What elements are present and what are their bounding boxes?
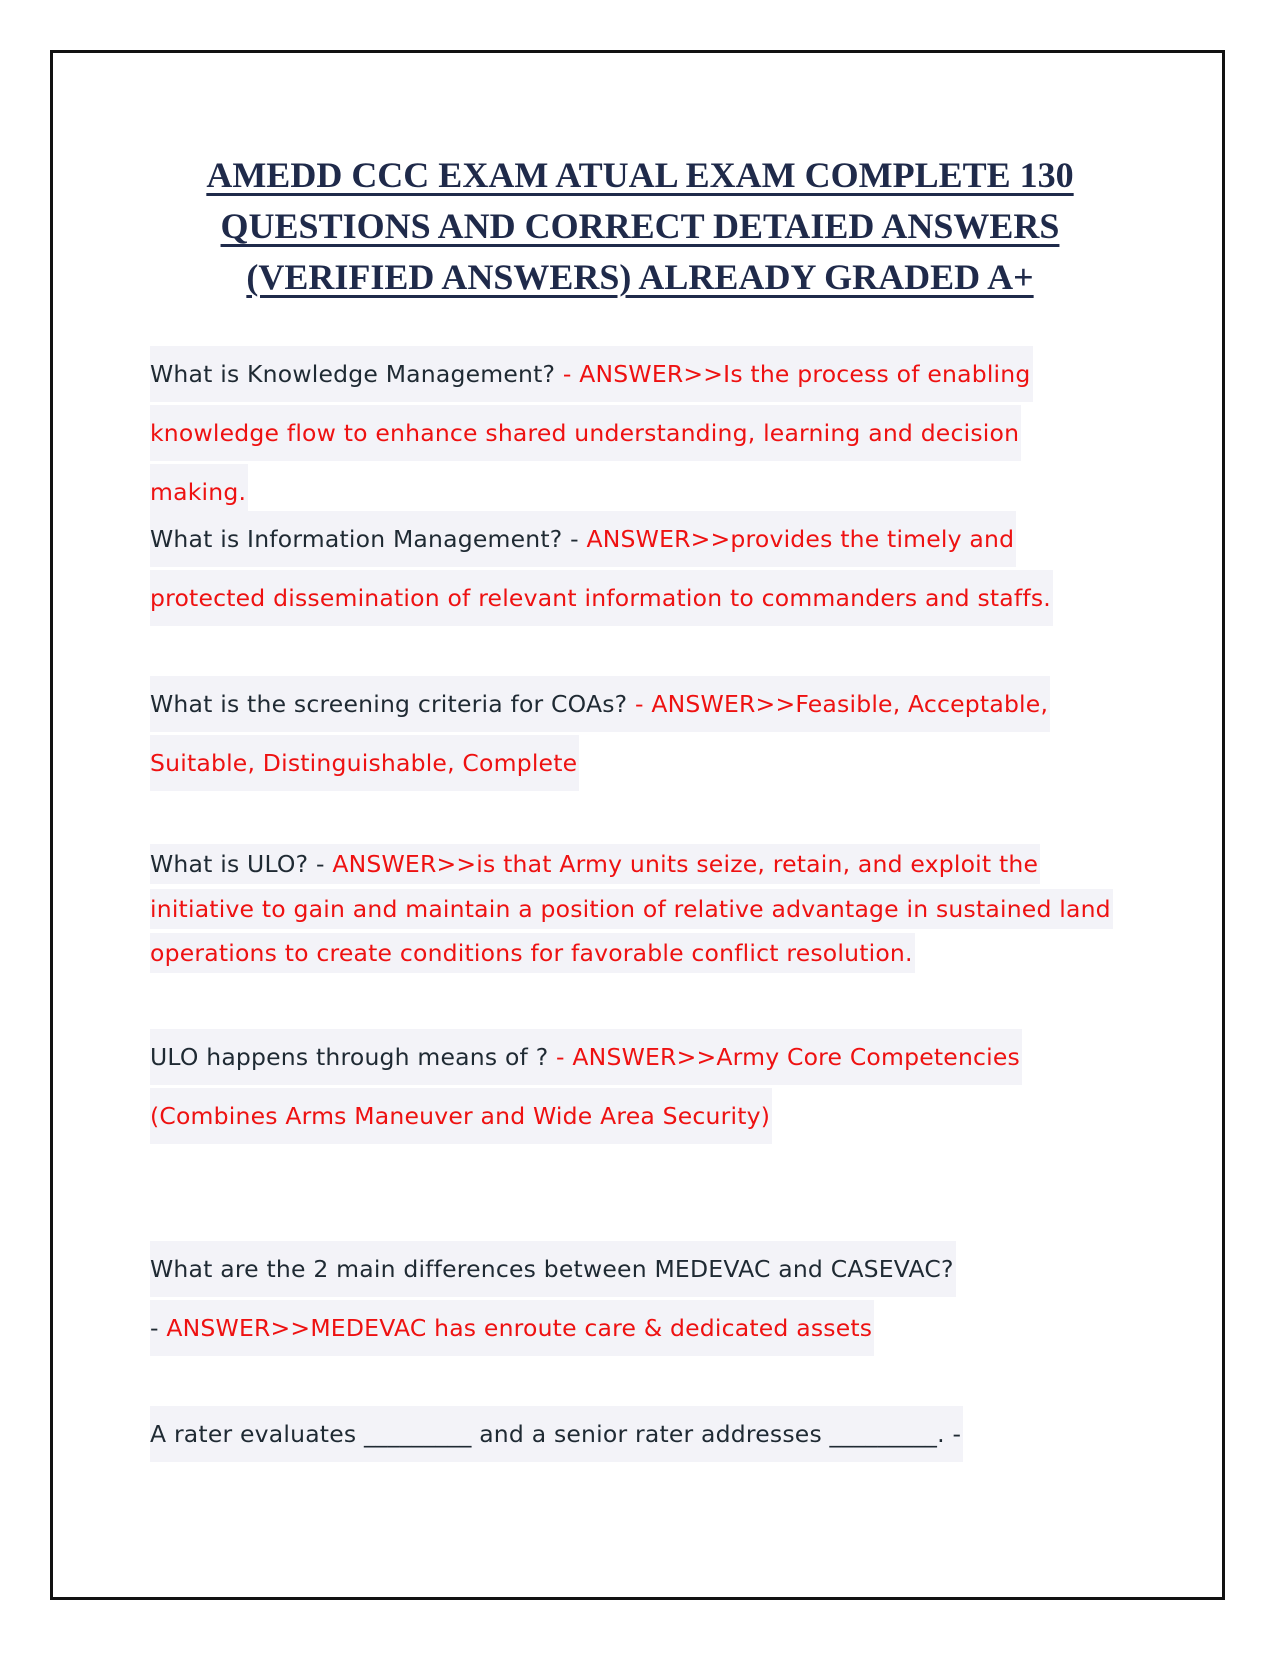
qa-item-rater xyxy=(150,1405,1135,1464)
question-text: ULO happens through means of ? xyxy=(150,1043,549,1071)
question-text: What is ULO? xyxy=(150,850,309,878)
qa-item-screening-criteria xyxy=(150,675,1130,793)
answer-separator: - xyxy=(944,1420,962,1448)
title-line-1: AMEDD CCC EXAM ATUAL EXAM COMPLETE 130 xyxy=(206,155,1074,195)
qa-item-ulo xyxy=(150,842,1135,976)
question-text: What are the 2 main differences between MEDEVAC and CASEVAC? xyxy=(150,1255,954,1283)
question-text: What is Information Management? xyxy=(150,525,563,553)
qa-item-medevac-casevac xyxy=(150,1240,970,1358)
answer-separator: - xyxy=(555,360,580,388)
title-line-2: QUESTIONS AND CORRECT DETAIED ANSWERS xyxy=(220,206,1060,246)
answer-text: ANSWER>>provides the timely and protected dissemination of relevant information to commanders and staffs. xyxy=(150,525,1051,612)
answer-separator: - xyxy=(562,525,587,553)
qa-item-information-management xyxy=(150,510,1110,628)
title-line-3: (VERIFIED ANSWERS) ALREADY GRADED A+ xyxy=(246,257,1034,297)
question-text: What is Knowledge Management? xyxy=(150,360,556,388)
answer-separator: - xyxy=(150,1314,167,1342)
document-title xyxy=(120,150,1160,303)
answer-text: ANSWER>>Is the process of enabling knowledge flow to enhance shared understanding, learning and decision making. xyxy=(150,360,1031,506)
answer-separator: - xyxy=(548,1043,573,1071)
answer-separator: - xyxy=(308,850,333,878)
question-text: A rater evaluates _________ and a senior rater addresses _________. xyxy=(150,1420,945,1448)
answer-text: ANSWER>>MEDEVAC has enroute care & dedicated assets xyxy=(166,1314,873,1342)
answer-text: ANSWER>>is that Army units seize, retain, and exploit the initiative to gain and maintain a position of relative advantage in sustained land operations to create conditions for favorable conflict resolution. xyxy=(150,850,1111,967)
question-text: What is the screening criteria for COAs? xyxy=(150,690,628,718)
answer-text: ANSWER>>Feasible, Acceptable, Suitable, Distinguishable, Complete xyxy=(150,690,1049,777)
answer-text: ANSWER>>Army Core Competencies (Combines Arms Maneuver and Wide Area Security) xyxy=(150,1043,1020,1130)
answer-separator: - xyxy=(627,690,652,718)
qa-item-ulo-means xyxy=(150,1028,1135,1146)
qa-item-knowledge-management xyxy=(150,345,1110,522)
